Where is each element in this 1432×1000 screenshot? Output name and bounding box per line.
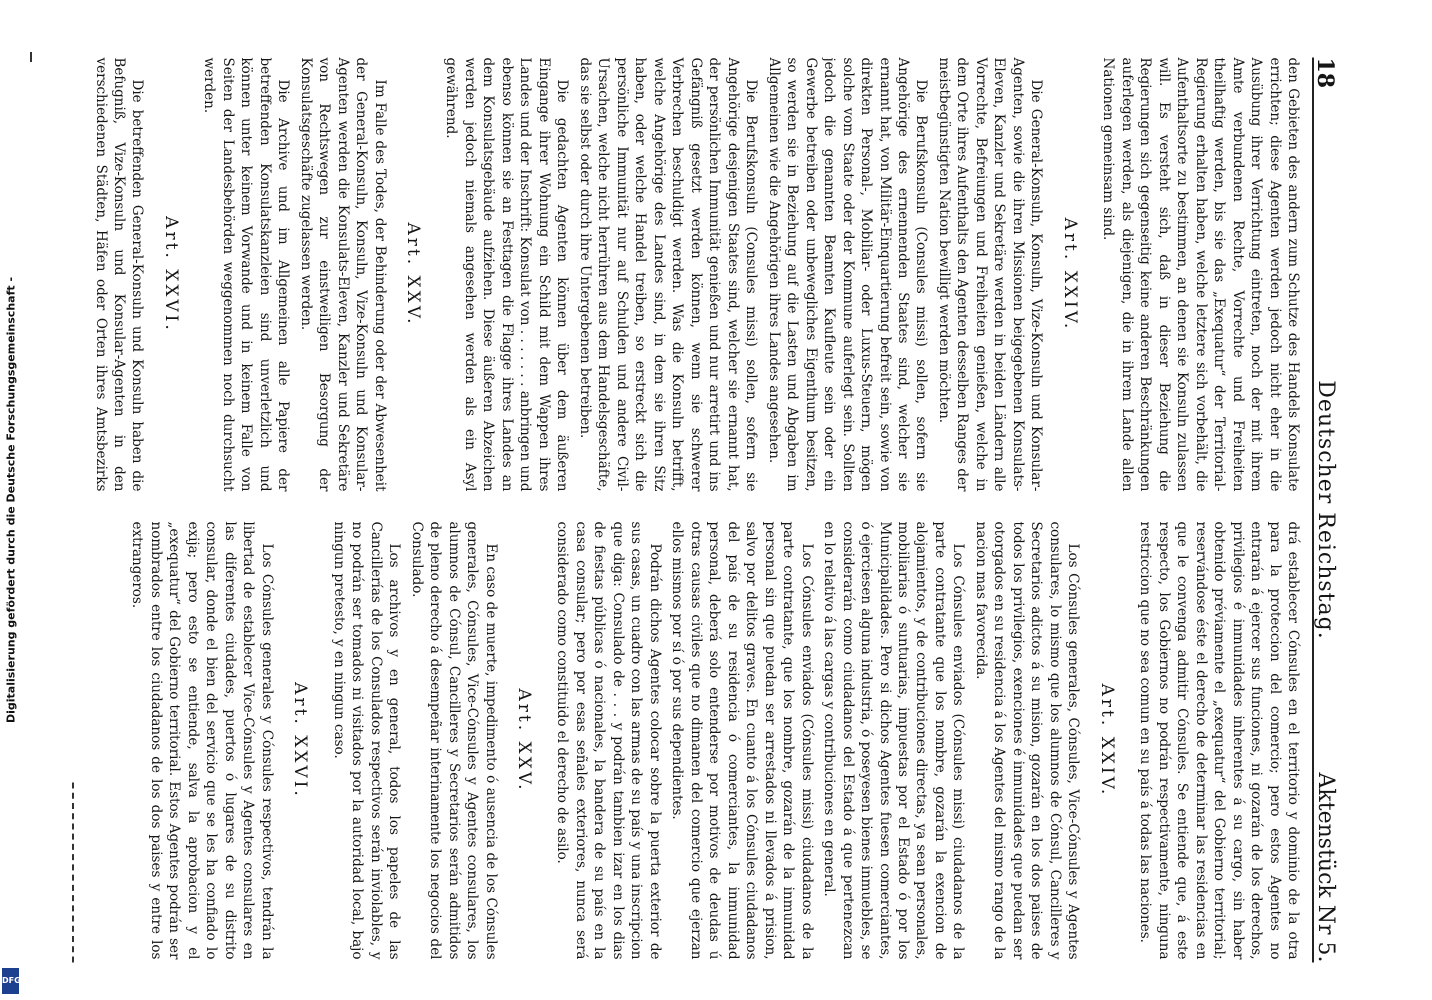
paragraph: Die Archive und im Allgemeinen alle Papiere der betreffenden Konsulatskanzleien sind unverletzlich und können unter keinem Vorwande und in keinem Falle von Seiten der Landesbehörden weggenommen noch durchsucht werden. xyxy=(201,57,292,492)
page-number: 18 xyxy=(1312,57,1338,89)
paragraph: Die Berufskonsuln (Consules missi) sollen, sofern sie Angehörige des ernennenden Staates sind, welcher sie ernannt hat, von Militär-Einquartierung befreit sein, sowie von direkten Personal-, Mobiliar- oder Luxus-Steuern, mögen solche vom Staate oder der Kommune auferlegt sein. Sollten jedoch die genannten Beamten Kaufleute sein oder ein Gewerbe betreiben oder unbewegliches Eigenthum besitzen, so werden sie in Beziehung auf die Lasten und Abgaben im Allgemeinen wie die Angehörigen ihres Landes angesehen. xyxy=(765,57,930,492)
rotated-page xyxy=(72,48,1342,973)
page-header xyxy=(1312,58,1342,963)
footer-rule xyxy=(72,783,74,963)
paragraph: Die General-Konsuln, Konsuln, Vize-Konsuln und Konsular-Agenten, sowie die ihren Missionen beigegebenen Konsulats-Eleven, Kanzler und Sekretäre werden in beiden Ländern alle Vorrechte, Befreiungen und Freiheiten genießen, welche in dem Orte ihres Aufenthalts den Agenten desselben Ranges der meistbegünstigten Nation bewilligt werden möchten. xyxy=(935,57,1045,492)
article-heading: Art. XXIV. xyxy=(1096,683,1117,798)
paragraph: den Gebieten des andern zum Schutze des Handels Konsulate errichten; diese Agenten werden jedoch nicht eher in die Ausübung ihrer Verrichtung eintreten, noch der mit ihrem Amte verbundenen Rechte, Vorrechte und Freiheiten theilhaftig werden, bis sie das „Exequatur“ der Territorial-Regierung erhalten haben, welche letztere sich vorbehält, die Aufenthaltsorte zu bestimmen, an denen sie Konsuln zulassen will. Es versteht sich, daß in dieser Beziehung die Regierungen sich gegenseitig keine anderen Beschränkungen auferlegen werden, als diejenigen, die in ihrem Lande allen Nationen gemeinsam sind. xyxy=(1100,57,1301,492)
digitization-credit: Digitalisierung gefördert durch die Deutsche Forschungsgemeinschaft - xyxy=(4,276,18,724)
paragraph: Los archivos y en general, todos los papeles de las Cancillerías de los Consulados respectivos serán inviolables, y no podrán ser tomados ni visitados por la autoridad local, bajo ningun pretesto, y en ningun caso. xyxy=(330,521,403,960)
paragraph: Los Cónsules generales, Cónsules, Vice-Cónsules y Agentes consulares, lo mismo que los alumnos de Cónsul, Cancilleres y Secretarios adictos á su mision, gozarán en los dos paises de todos los privilegios, exenciones é inmunidades que puedan ser otorgados en su residencia á los Agentes del mismo rango de la nacion mas favorecida. xyxy=(972,521,1082,960)
paragraph: Die betreffenden General-Konsuln und Konsuln haben die Befugniß, Vize-Konsuln und Konsular-Agenten in den verschiedenen Städten, Häfen oder Orten ihres Amtsbezirks xyxy=(92,57,146,492)
article-heading: Art. XXV. xyxy=(513,688,534,793)
running-title: Deutscher Reichstag. xyxy=(1313,380,1338,640)
article-heading: Art. XXVI. xyxy=(160,216,181,333)
article-heading: Art. XXV. xyxy=(402,222,423,327)
paragraph: Die gedachten Agenten können über dem äußeren Eingange ihrer Wohnung ein Schild mit dem Wappen ihres Landes und der Inschrift: Konsulat von . . . . . . . anbringen und ebenso können sie an Festtagen die Flagge ihres Landes an dem Konsulatsgebäude aufziehen. Diese äußeren Abzeichen werden jedoch niemals angesehen werden als ein Asyl gewährend. xyxy=(443,57,571,492)
paragraph: En caso de muerte, impedimento ó ausencia de los Cónsules generales, Cónsules, Vice-Cónsules y Agentes consulares, los alumnos de Cónsul, Cancilleres y Secretarios serán admitidos de pleno derecho á desempeñar interinamente los negocios del Consulado. xyxy=(408,521,499,960)
dfg-logo: DFG xyxy=(2,968,19,994)
edge-mark xyxy=(30,52,32,62)
paragraph: Die Berufskonsuln (Consules missi) sollen, sofern sie Angehörige desjenigen Staates sind, welcher sie ernannt hat, der persönlichen Immunität genießen und nur arretirt und ins Gefängniß gesetzt werden können, wenn sie schwerer Verbrechen beschuldigt werden. Was die Konsuln betrifft, welche Angehörige des Landes sind, in dem sie ihren Sitz haben, oder welche Handel treiben, so erstreckt sich die persönliche Immunität nur auf Schulden und andere Civil-Ursachen, welche nicht herrühren aus dem Handelsgeschäfte, das sie selbst oder durch ihre Untergebenen betreiben. xyxy=(576,57,760,492)
side-footer xyxy=(0,0,22,1000)
article-heading: Art. XXIV. xyxy=(1059,217,1080,332)
article-heading: Art. XXVI. xyxy=(290,682,311,799)
paragraph: Los Cónsules generales y Cónsules respectivos, tendrán la libertad de establecer Vice-Cónsules y Agentes consulares en las diferentes ciudades, puertos ó lugares de su distrito consular, donde el bien del servicio que se les ha confiado lo exija; pero esto se entiende, salva la aprobacion y el „exequatur“ del Gobierno territorial. Estos Agentes podrán ser nombrados entre los ciudadanos de los dos paises y entre los extrangeros. xyxy=(129,521,275,960)
paragraph: Im Falle des Todes, der Behinderung oder der Abwesenheit der General-Konsuln, Konsuln, Vize-Konsuln und Konsular-Agenten werden die Konsulats-Eleven, Kanzler und Sekretäre von Rechtswegen zur einstweiligen Besorgung der Konsulatsgeschäfte zugelassen werden. xyxy=(297,57,388,492)
paragraph: Podrán dichos Agentes colocar sobre la puerta exterior de sus casas, un cuadro con las armas de su país y una inscripcion que diga: Consulado de . . . y podrán tambien izar en los dias de fiestas públicas ó nacionales, la bandera de su país en la casa consular; pero por esas señales exteriores, nunca será considerado como constituido el derecho de asilo. xyxy=(554,521,663,960)
annex-number: Aktenstück Nr 5. xyxy=(1313,772,1338,963)
scanned-page xyxy=(42,25,1372,995)
spanish-column xyxy=(92,522,1302,960)
german-column xyxy=(92,58,1302,492)
paragraph: Los Cónsules enviados (Cónsules missi) ciudadanos de la parte contratante que los nombre, gozarán la exencion de alojamientos, y de contribuciones directas, ya sean personales, mobiliarias ó suntuarias, impuestas por el Estado ó por los Municipalidades. Pero si dichos Agentes fuesen comerciantes, ó ejerciesen alguna industria, ó poseyesen bienes inmuebles, se considerarán como ciudadanos del Estado á que pertenezcan en lo relativo á las cargas y contribuciones en general. xyxy=(821,521,967,960)
paragraph: drá establecer Cónsules en el territorio y dominio de la otra para la proteccion del comercio; pero estos Agentes no entrarán á ejercer sus funciones, ni gozarán de los derechos, privilegios é inmunidades inherentes á su cargo, sin haber obtenido préviamente el „exequatur“ del Gobierno territorial; reservándose éste el derecho de determinar las residencias en que le convenga admitir Cónsules. Se entiende que, á este respecto, los Gobiernos no podrán respectivamente, ninguna restriccion que no sea comun en su país á todas las naciones. xyxy=(1137,521,1301,960)
paragraph: Los Cónsules enviados (Cónsules missi) ciudadanos de la parte contratante, que los nombre, gozarán de la inmunidad personal sin que puedan ser arrestados ni llevados á prision, salvo por delitos graves. En cuanto á los Cónsules ciudadanos del país de su residencia ó comerciantes, la inmunidad personal, deberá solo entenderse por motivos de deudas ú otras causas civiles que no dimanen del comercio que ejerzan ellos mismos por sí ó por sus dependientes. xyxy=(669,521,815,960)
